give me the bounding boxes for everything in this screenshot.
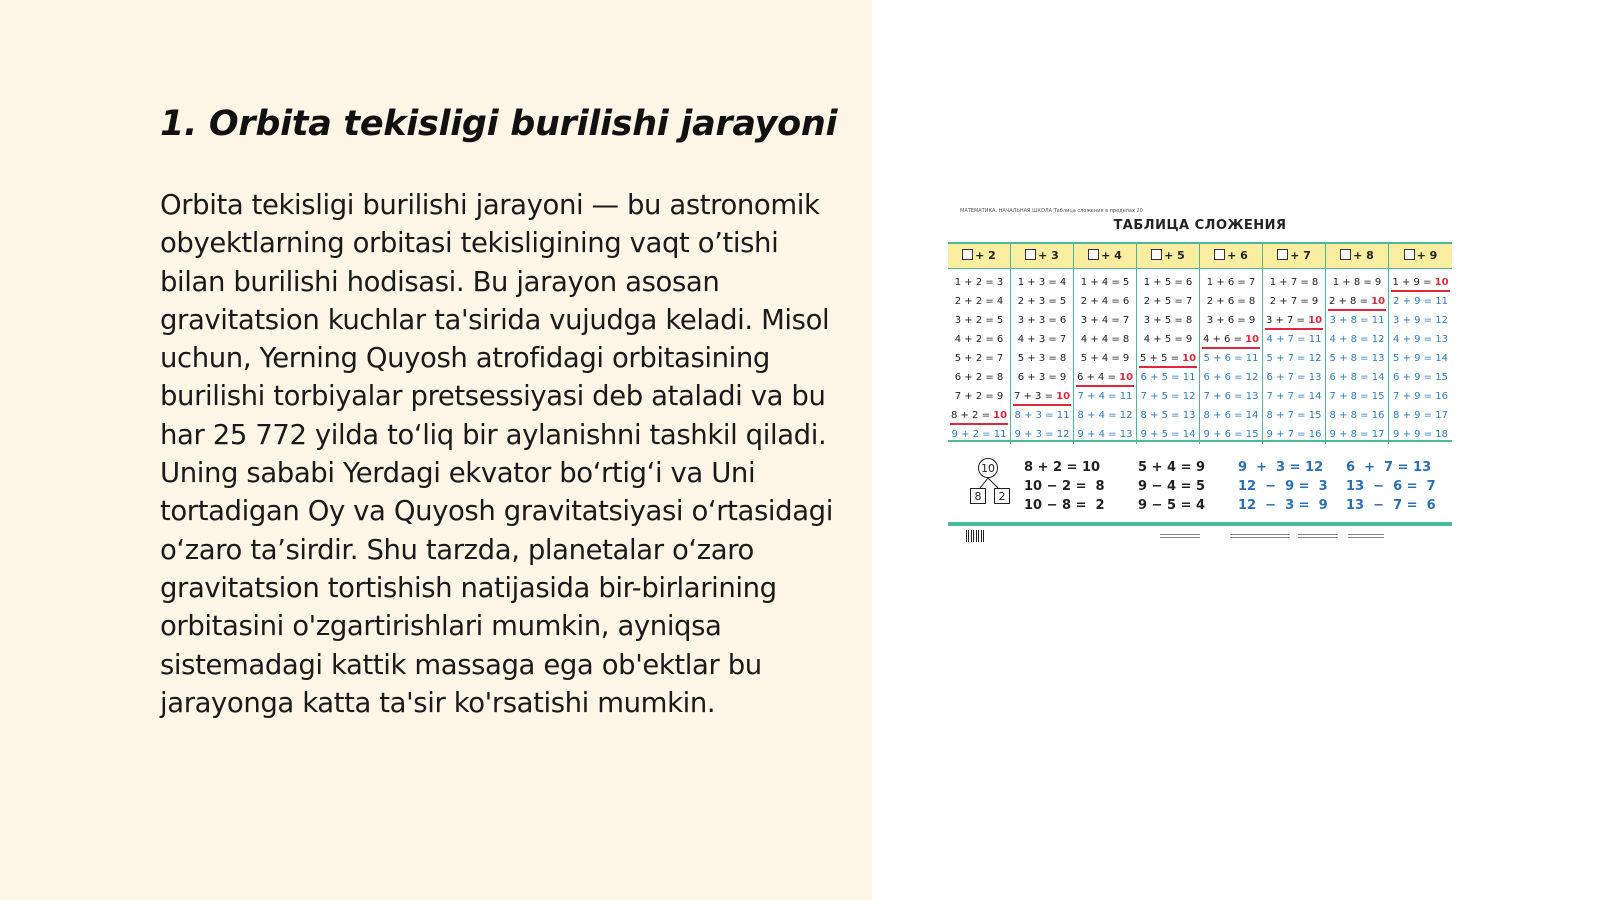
- column-header-label: + 2: [975, 249, 996, 262]
- example-equation: 12 − 3 = 9: [1238, 498, 1328, 513]
- table-cell: 5 + 5 = 10: [1139, 349, 1197, 368]
- poster-title: ТАБЛИЦА СЛОЖЕНИЯ: [1113, 218, 1287, 233]
- example-equation: 5 + 4 = 9: [1138, 460, 1206, 475]
- addition-table-image: [948, 202, 1452, 544]
- table-cell: 8 + 3 = 11: [1014, 410, 1070, 421]
- table-cell: 6 + 6 = 12: [1203, 372, 1259, 383]
- blank-square-icon: [1404, 249, 1415, 260]
- table-cell: 2 + 4 = 6: [1080, 296, 1130, 307]
- column-header-label: + 7: [1290, 249, 1311, 262]
- table-cell: 7 + 8 = 15: [1329, 391, 1385, 402]
- table-cell: 6 + 7 = 13: [1266, 372, 1322, 383]
- table-cell: 4 + 7 = 11: [1266, 334, 1322, 345]
- table-cell: 2 + 3 = 5: [1017, 296, 1067, 307]
- blank-square-icon: [1340, 249, 1351, 260]
- poster-footer-line: [948, 522, 1452, 526]
- table-cell: 4 + 9 = 13: [1393, 334, 1448, 345]
- table-column: [1389, 244, 1452, 444]
- bond-part-b: 2: [994, 488, 1010, 504]
- table-cell: 1 + 2 = 3: [954, 277, 1004, 288]
- table-cell: 9 + 3 = 12: [1014, 429, 1070, 440]
- table-cell: 1 + 6 = 7: [1206, 277, 1256, 288]
- table-cell: 9 + 7 = 16: [1266, 429, 1322, 440]
- column-header: [948, 244, 1010, 269]
- table-cell: 3 + 3 = 6: [1017, 315, 1067, 326]
- table-column: [1074, 244, 1137, 444]
- column-header: [1389, 244, 1452, 269]
- table-cell: 3 + 8 = 11: [1329, 315, 1385, 326]
- table-cell: 8 + 9 = 17: [1393, 410, 1448, 421]
- example-group-4: [1346, 458, 1436, 515]
- table-column: [948, 244, 1011, 444]
- column-header-label: + 6: [1227, 249, 1248, 262]
- bond-part-a: 8: [970, 488, 986, 504]
- column-header: [1200, 244, 1262, 269]
- example-equation: 10 − 8 = 2: [1024, 498, 1105, 513]
- example-equation: 10 − 2 = 8: [1024, 479, 1105, 494]
- table-cell: 8 + 6 = 14: [1203, 410, 1259, 421]
- table-cell: 3 + 5 = 8: [1143, 315, 1193, 326]
- table-cell: 6 + 3 = 9: [1017, 372, 1067, 383]
- table-cell: 1 + 4 = 5: [1080, 277, 1130, 288]
- example-equation: 6 + 7 = 13: [1346, 460, 1432, 475]
- poster-divider: [948, 440, 1452, 442]
- table-cell: 6 + 4 = 10: [1076, 368, 1134, 387]
- table-cell: 8 + 2 = 10: [950, 406, 1008, 425]
- slide-title: 1. Orbita tekisligi burilishi jarayoni: [160, 104, 838, 144]
- table-cell: 7 + 6 = 13: [1203, 391, 1259, 402]
- table-cell: 3 + 7 = 10: [1265, 311, 1323, 330]
- table-cell: 2 + 7 = 9: [1269, 296, 1319, 307]
- publisher-info-graphic: [1298, 532, 1338, 538]
- column-header: [1263, 244, 1325, 269]
- table-cell: 4 + 8 = 12: [1329, 334, 1385, 345]
- table-cell: 5 + 7 = 12: [1266, 353, 1322, 364]
- table-cell: 5 + 2 = 7: [954, 353, 1004, 364]
- table-cell: 9 + 6 = 15: [1203, 429, 1259, 440]
- example-equation: 13 − 7 = 6: [1346, 498, 1436, 513]
- publisher-info-graphic: [1348, 532, 1384, 538]
- column-header-label: + 5: [1164, 249, 1185, 262]
- bond-whole-circle: 10: [978, 458, 998, 478]
- table-cell: 5 + 3 = 8: [1017, 353, 1067, 364]
- column-header-label: + 3: [1038, 249, 1059, 262]
- table-cell: 5 + 6 = 11: [1203, 353, 1259, 364]
- table-cell: 9 + 4 = 13: [1077, 429, 1133, 440]
- slide-body-text: Orbita tekisligi burilishi jarayoni — bu astronomik obyektlarning orbitasi tekisligining vaqt o’tishi bilan burilishi hodisasi. Bu jarayon asosan gravitatsion kuchlar ta'sirida vujudga keladi. Misol uchun, Yerning Quyosh atrofidagi orbitasining burilishi torbiyalar pretsessiyasi deb ataladi va bu har 25 772 yilda to‘liq bir aylanishni tashkil qiladi. Uning sababi Yerdagi ekvator bo‘rtig‘i va Uni tortadigan Oy va Quyosh gravitatsiyasi o‘rtasidagi o‘zaro ta’sirdir. Shu tarzda, planetalar o‘zaro gravitatsion tortishish natijasida bir-birlarining orbitasini o'zgartirishlari mumkin, ayniqsa sistemadagi kattik massaga ega ob'ektlar bu jarayonga katta ta'sir ko'rsatishi mumkin.: [160, 189, 833, 719]
- table-cell: 2 + 8 = 10: [1328, 292, 1386, 311]
- table-cell: 1 + 7 = 8: [1269, 277, 1319, 288]
- publisher-info-graphic: [1230, 532, 1290, 538]
- table-cell: 8 + 4 = 12: [1077, 410, 1133, 421]
- table-cell: 6 + 9 = 15: [1393, 372, 1448, 383]
- barcode-icon: [966, 530, 984, 542]
- table-cell: 7 + 7 = 14: [1266, 391, 1322, 402]
- table-cell: 1 + 9 = 10: [1391, 273, 1450, 292]
- table-cell: 4 + 3 = 7: [1017, 334, 1067, 345]
- table-cell: 1 + 3 = 4: [1017, 277, 1067, 288]
- column-header: [1074, 244, 1136, 269]
- table-cell: 3 + 4 = 7: [1080, 315, 1130, 326]
- table-cell: 5 + 8 = 13: [1329, 353, 1385, 364]
- example-equation: 12 − 9 = 3: [1238, 479, 1328, 494]
- table-cell: 3 + 6 = 9: [1206, 315, 1256, 326]
- table-cell: 3 + 2 = 5: [954, 315, 1004, 326]
- example-equation: 9 − 4 = 5: [1138, 479, 1206, 494]
- table-cell: 9 + 8 = 17: [1329, 429, 1385, 440]
- poster-caption: МАТЕМАТИКА. НАЧАЛЬНАЯ ШКОЛА Таблица сложения в пределах 20: [960, 208, 1143, 214]
- table-cell: 8 + 5 = 13: [1140, 410, 1196, 421]
- table-cell: 7 + 5 = 12: [1140, 391, 1196, 402]
- table-cell: 4 + 4 = 8: [1080, 334, 1130, 345]
- blank-square-icon: [1025, 249, 1036, 260]
- table-cell: 8 + 8 = 16: [1329, 410, 1385, 421]
- table-cell: 6 + 8 = 14: [1329, 372, 1385, 383]
- table-cell: 2 + 6 = 8: [1206, 296, 1256, 307]
- blank-square-icon: [1214, 249, 1225, 260]
- column-header: [1326, 244, 1388, 269]
- example-equation: 9 + 3 = 12: [1238, 460, 1324, 475]
- table-cell: 9 + 5 = 14: [1140, 429, 1196, 440]
- table-cell: 7 + 3 = 10: [1013, 387, 1071, 406]
- example-equation: 13 − 6 = 7: [1346, 479, 1436, 494]
- addition-grid: [948, 242, 1452, 444]
- table-cell: 1 + 8 = 9: [1332, 277, 1382, 288]
- table-cell: 3 + 9 = 12: [1393, 315, 1448, 326]
- table-cell: 4 + 5 = 9: [1143, 334, 1193, 345]
- blank-square-icon: [962, 249, 973, 260]
- table-cell: 5 + 4 = 9: [1080, 353, 1130, 364]
- column-header: [1011, 244, 1073, 269]
- bond-branch-lines: [976, 478, 1004, 488]
- example-equation: 8 + 2 = 10: [1024, 460, 1101, 475]
- example-group-2: [1138, 458, 1205, 515]
- column-header-label: + 9: [1416, 249, 1438, 262]
- blank-square-icon: [1277, 249, 1288, 260]
- table-cell: 6 + 2 = 8: [954, 372, 1004, 383]
- example-group-1: [1024, 458, 1105, 515]
- column-header-label: + 8: [1353, 249, 1374, 262]
- example-equation: 9 − 5 = 4: [1138, 498, 1206, 513]
- column-header: [1137, 244, 1199, 269]
- table-column: [1137, 244, 1200, 444]
- table-cell: 8 + 7 = 15: [1266, 410, 1322, 421]
- table-cell: 2 + 5 = 7: [1143, 296, 1193, 307]
- table-cell: 2 + 9 = 11: [1393, 296, 1448, 307]
- publisher-info-graphic: [1160, 532, 1200, 538]
- table-cell: 5 + 9 = 14: [1393, 353, 1448, 364]
- table-column: [1011, 244, 1074, 444]
- blank-square-icon: [1088, 249, 1099, 260]
- table-cell: 6 + 5 = 11: [1140, 372, 1196, 383]
- column-header-label: + 4: [1101, 249, 1122, 262]
- table-column: [1200, 244, 1263, 444]
- table-cell: 9 + 9 = 18: [1393, 429, 1448, 440]
- example-group-3: [1238, 458, 1328, 515]
- blank-square-icon: [1151, 249, 1162, 260]
- table-cell: 4 + 2 = 6: [954, 334, 1004, 345]
- table-cell: 2 + 2 = 4: [954, 296, 1004, 307]
- table-column: [1263, 244, 1326, 444]
- number-bond-examples: [948, 448, 1452, 512]
- table-column: [1326, 244, 1389, 444]
- table-cell: 1 + 5 = 6: [1143, 277, 1193, 288]
- table-cell: 7 + 4 = 11: [1077, 391, 1133, 402]
- table-cell: 7 + 2 = 9: [954, 391, 1004, 402]
- table-cell: 9 + 2 = 11: [951, 429, 1007, 440]
- table-cell: 4 + 6 = 10: [1202, 330, 1260, 349]
- table-cell: 7 + 9 = 16: [1393, 391, 1448, 402]
